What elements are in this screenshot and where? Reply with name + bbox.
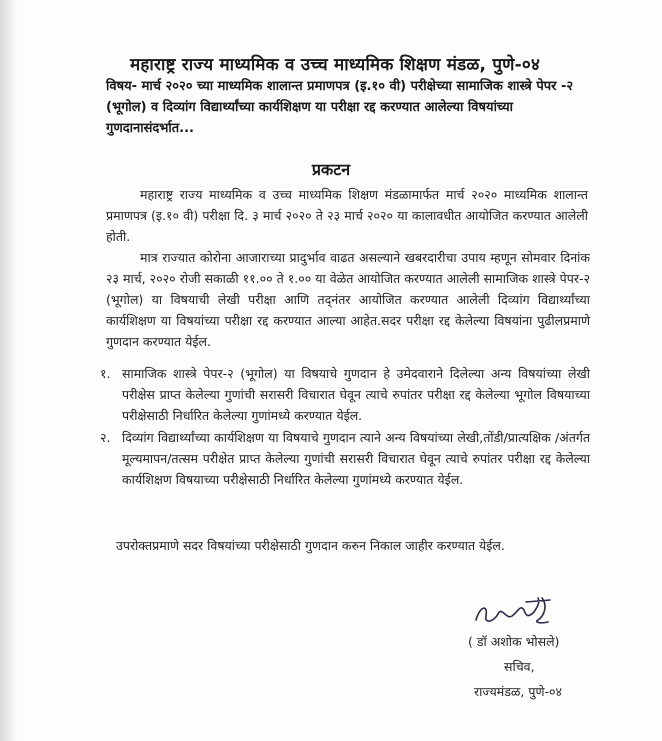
list-item-number: २. <box>100 430 111 445</box>
list-item-number: १. <box>100 366 111 381</box>
signatory-name: ( डॉ अशोक भोसले) <box>468 634 560 649</box>
paragraph-cancellation: मात्र राज्यात कोरोना आजाराच्या प्रादुर्भाव वाढत असल्याने खबरदारीचा उपाय म्हणून सोमवार दिनांक २३ मार्च, २०२० रोजी सकाळी ११.०० ते १.०० या वेळेत आयोजित करण्यात आलेली सामाजिक शास्त्रे पेपर-२ (भूगोल) या विषयाची लेखी परीक्षा आणि तद्‌नंतर आयोजित करण्यात आलेली दिव्यांग विद्यार्थ्यांच्या कार्यशिक्षण या विषयांच्या परीक्षा रद्द करण्यात आल्या आहेत.सदर परीक्षा रद्द केलेल्या विषयांना पुढीलप्रमाणे गुणदान करण्यात येईल. <box>106 250 590 349</box>
document-title: महाराष्ट्र राज्य माध्यमिक व उच्च माध्यमिक शिक्षण मंडळ, पुणे-०४ <box>130 55 540 75</box>
list-item <box>100 363 590 426</box>
signature-block <box>462 629 612 704</box>
list-item-text: सामाजिक शास्त्रे पेपर-२ (भूगोल) या विषयाचे गुणदान हे उमेदवाराने दिलेल्या अन्य विषयांच्या लेखी परीक्षेस प्राप्त केलेल्या गुणांची सरासरी विचारात घेवून त्याचे रुपांतर परीक्षा रद्द केलेल्या भूगोल विषयाच्या परीक्षेसाठी निर्धारित केलेल्या गुणांमध्ये करण्यात येईल. <box>122 366 590 423</box>
paragraph-closing: उपरोक्तप्रमाणे सदर विषयांच्या परीक्षेसाठी गुणदान करुन निकाल जाहीर करण्यात येईल. <box>116 538 505 553</box>
signatory-designation: सचिव, <box>504 659 535 674</box>
notice-heading: प्रकटन <box>311 160 351 179</box>
signatory-board: राज्यमंडळ, पुणे-०४ <box>474 684 563 699</box>
handwritten-signature <box>468 592 558 632</box>
list-item <box>100 427 590 490</box>
document-subject: विषय- मार्च २०२० च्या माध्यमिक शालान्त प्रमाणपत्र (इ.१० वी) परीक्षेच्या सामाजिक शास्त्रे पेपर -२ (भूगोल) व दिव्यांग विद्यार्थ्यांच्या कार्यशिक्षण या परीक्षा रद्द करण्यात आलेल्या विषयांच्या गुणदानासंदर्भात... <box>106 79 574 136</box>
paragraph-intro: महाराष्ट्र राज्य माध्यमिक व उच्च माध्यमिक शिक्षण मंडळामार्फत मार्च २०२० माध्यमिक शालान्त प्रमाणपत्र (इ.१० वी) परीक्षा दि. ३ मार्च २०२० ते २३ मार्च २०२० या कालावधीत आयोजित करण्यात आलेली होती. <box>106 187 588 244</box>
list-item-text: दिव्यांग विद्यार्थ्यांच्या कार्यशिक्षण या विषयाचे गुणदान त्याने अन्य विषयांच्या लेखी,तोंडी/प्रात्यक्षिक /अंतर्गत मूल्यमापन/तत्सम परीक्षेत प्राप्त केलेल्या गुणांची सरासरी विचारात घेवून त्याचे रुपांतर परीक्षा रद्द केलेल्या कार्यशिक्षण विषयाच्या परीक्षेसाठी निर्धारित केलेल्या गुणांमध्ये करण्यात येईल. <box>122 430 590 487</box>
page-edge-shadow <box>0 0 18 741</box>
